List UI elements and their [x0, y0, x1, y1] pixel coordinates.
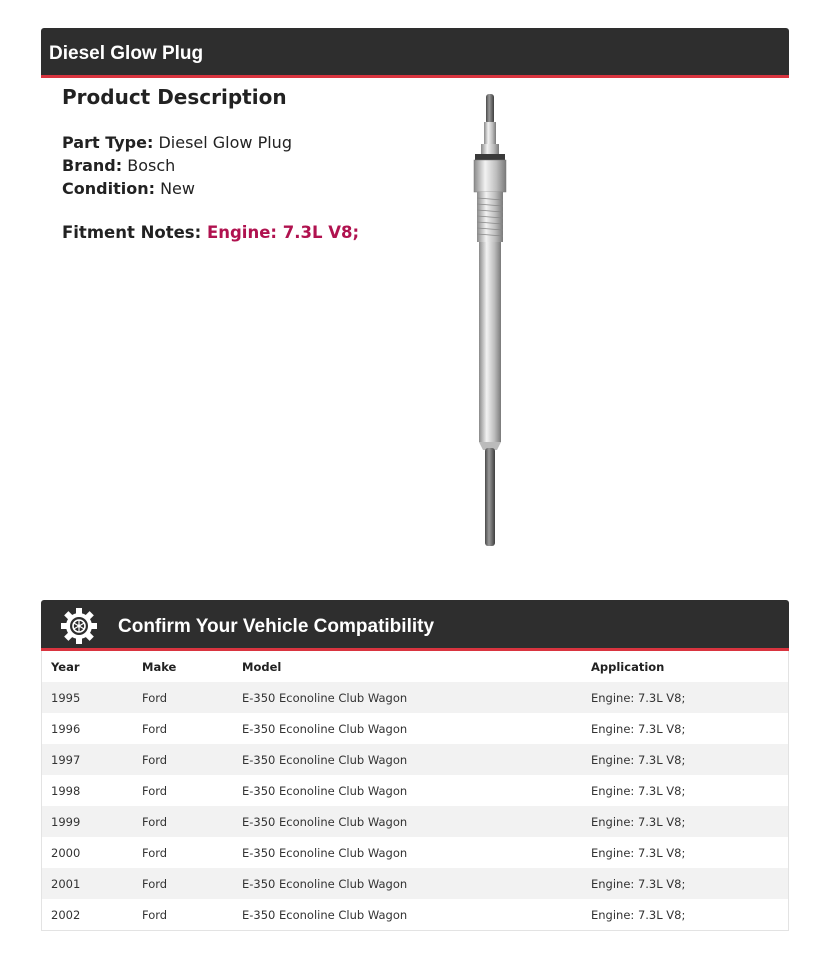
spec-part-type [62, 131, 422, 154]
product-title: Diesel Glow Plug [49, 43, 204, 64]
cell-make: Ford [133, 682, 233, 713]
cell-make: Ford [133, 837, 233, 868]
compatibility-banner [41, 600, 789, 651]
cell-model: E-350 Econoline Club Wagon [233, 682, 582, 713]
column-header-application: Application [591, 659, 665, 674]
spec-condition [62, 177, 422, 200]
table-row [42, 713, 788, 744]
condition-label: Condition: [62, 179, 155, 198]
compatibility-title: Confirm Your Vehicle Compatibility [118, 616, 435, 637]
condition-value: New [160, 179, 195, 198]
fitment-value: Engine: 7.3L V8; [206, 223, 360, 242]
description-heading: Product Description [62, 85, 287, 109]
cell-make: Ford [133, 868, 233, 899]
glow-plug-image [455, 88, 530, 558]
table-row [42, 744, 788, 775]
product-description [62, 82, 422, 242]
cell-application: Engine: 7.3L V8; [582, 806, 788, 837]
table-row [42, 682, 788, 713]
cell-make: Ford [133, 806, 233, 837]
cell-year: 1999 [42, 806, 133, 837]
cell-year: 1995 [42, 682, 133, 713]
cell-model: E-350 Econoline Club Wagon [233, 806, 582, 837]
cell-application: Engine: 7.3L V8; [582, 682, 788, 713]
column-header-make: Make [142, 659, 177, 674]
column-header-model: Model [242, 659, 282, 674]
part-type-value: Diesel Glow Plug [158, 133, 292, 152]
compatibility-table [41, 651, 789, 931]
cell-make: Ford [133, 899, 233, 930]
table-header-row [42, 651, 788, 682]
gear-car-icon [59, 606, 99, 646]
column-header-year: Year [51, 659, 80, 674]
cell-year: 1996 [42, 713, 133, 744]
product-title-banner [41, 28, 789, 78]
cell-application: Engine: 7.3L V8; [582, 899, 788, 930]
cell-model: E-350 Econoline Club Wagon [233, 713, 582, 744]
cell-year: 2001 [42, 868, 133, 899]
fitment-label: Fitment Notes: [62, 223, 202, 242]
cell-model: E-350 Econoline Club Wagon [233, 744, 582, 775]
cell-model: E-350 Econoline Club Wagon [233, 868, 582, 899]
cell-application: Engine: 7.3L V8; [582, 713, 788, 744]
spec-list [62, 131, 422, 200]
cell-year: 1997 [42, 744, 133, 775]
cell-application: Engine: 7.3L V8; [582, 744, 788, 775]
cell-model: E-350 Econoline Club Wagon [233, 899, 582, 930]
table-row [42, 775, 788, 806]
fitment-notes [62, 223, 422, 242]
cell-make: Ford [133, 713, 233, 744]
cell-model: E-350 Econoline Club Wagon [233, 837, 582, 868]
table-row [42, 868, 788, 899]
cell-make: Ford [133, 775, 233, 806]
table-row [42, 837, 788, 868]
spec-brand [62, 154, 422, 177]
part-type-label: Part Type: [62, 133, 154, 152]
cell-year: 2002 [42, 899, 133, 930]
cell-model: E-350 Econoline Club Wagon [233, 775, 582, 806]
cell-year: 1998 [42, 775, 133, 806]
brand-label: Brand: [62, 156, 123, 175]
cell-application: Engine: 7.3L V8; [582, 837, 788, 868]
cell-application: Engine: 7.3L V8; [582, 868, 788, 899]
cell-year: 2000 [42, 837, 133, 868]
table-row [42, 899, 788, 930]
table-row [42, 806, 788, 837]
cell-application: Engine: 7.3L V8; [582, 775, 788, 806]
brand-value: Bosch [127, 156, 176, 175]
cell-make: Ford [133, 744, 233, 775]
